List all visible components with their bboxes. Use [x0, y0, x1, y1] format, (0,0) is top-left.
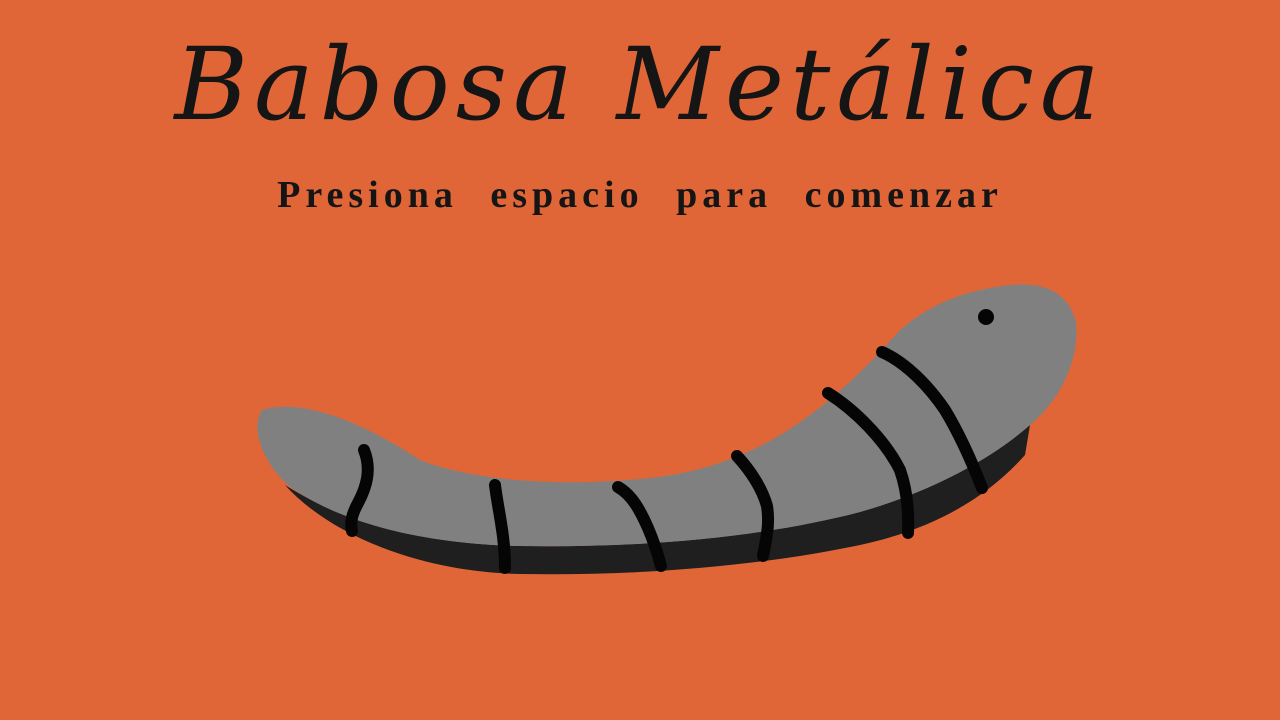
slug-eye	[978, 309, 994, 325]
start-prompt: Presiona espacio para comenzar	[277, 174, 1003, 216]
game-title: Babosa Metálica	[174, 26, 1106, 143]
